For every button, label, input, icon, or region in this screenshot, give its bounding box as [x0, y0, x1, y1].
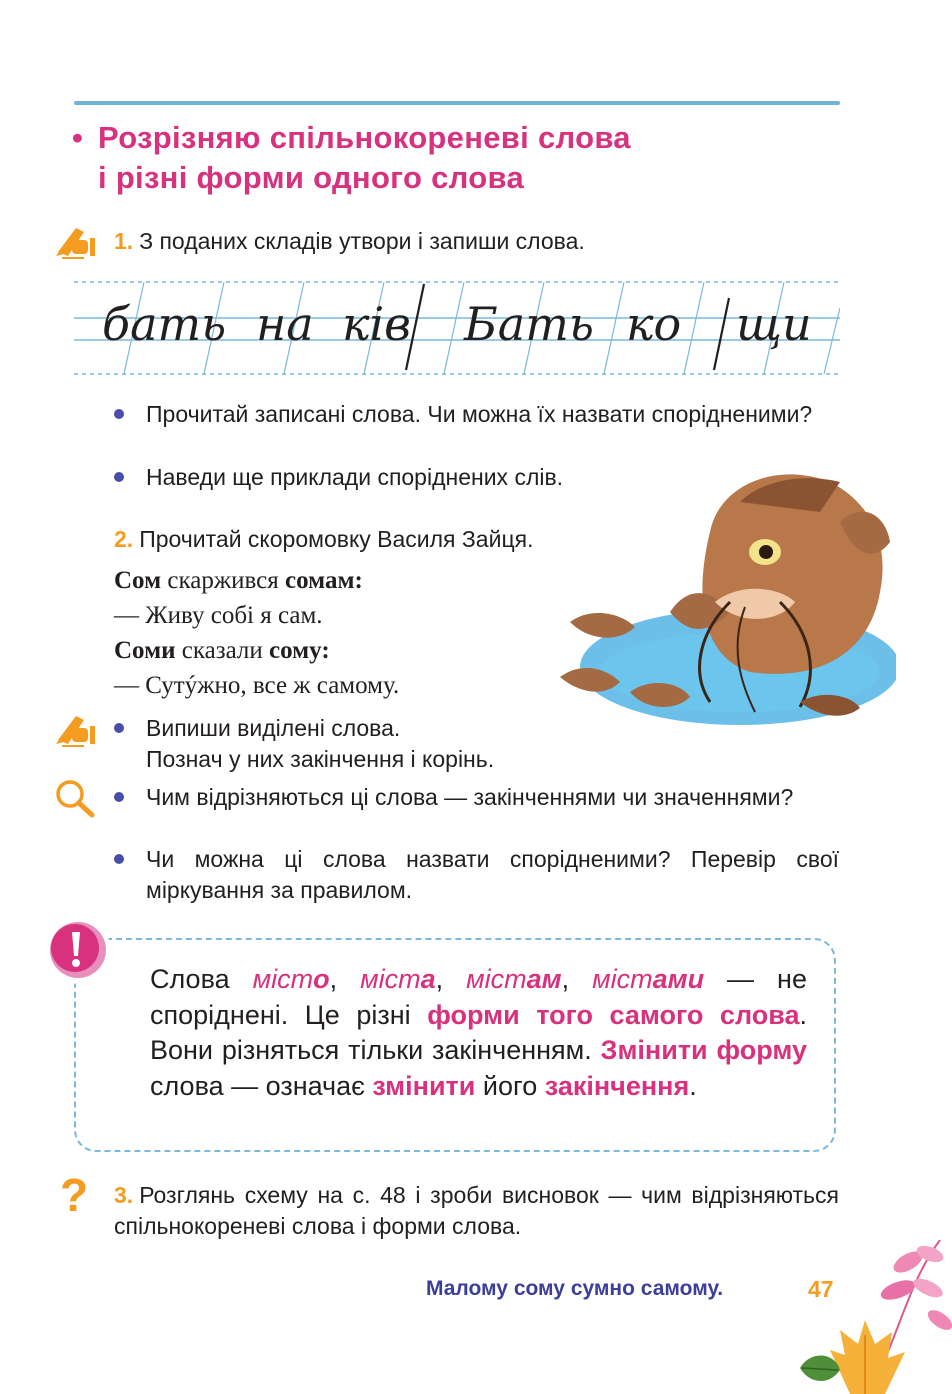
catfish-illustration	[540, 462, 896, 732]
poem-line-4: — Сутýжно, все ж самому.	[114, 672, 400, 699]
bullet-dot	[114, 792, 124, 802]
top-divider	[74, 101, 840, 105]
task-1-text: З поданих складів утвори і запиши слова.	[139, 228, 585, 254]
footer-motto: Малому сому сумно самому.	[426, 1277, 724, 1300]
task-2-bullet-3: Чи можна ці слова назвати спорідненими? Перевір свої міркування за правилом.	[146, 846, 839, 903]
task-3-text: Розглянь схему на с. 48 і зроби висновок — чим відрізняються спільнокореневі слова і форми слова.	[114, 1182, 839, 1239]
bullet-dot	[114, 472, 124, 482]
writing-hand-icon	[54, 222, 98, 260]
syllable-1: бать	[102, 297, 227, 351]
word-mista: міста	[360, 964, 436, 994]
writing-hand-icon	[54, 710, 98, 748]
syllable-2: на	[256, 297, 314, 351]
syllable-3: ків	[342, 297, 411, 351]
task-1-number: 1.	[114, 228, 134, 254]
word-misto: місто	[252, 964, 330, 994]
task-1-bullet-2: Наведи ще приклади споріднених слів.	[146, 464, 564, 490]
section-heading	[72, 118, 852, 198]
tongue-twister	[114, 563, 399, 703]
autumn-leaves-decoration	[790, 1240, 952, 1394]
poem-line-1: Сом скаржився сомам:	[114, 567, 363, 594]
bullet-dot	[114, 723, 124, 733]
page-number: 47	[808, 1276, 834, 1302]
magnifier-icon	[54, 778, 96, 818]
task-2-bullet-2: Чим відрізняються ці слова — закінченнями чи значеннями?	[146, 784, 794, 810]
ruled-writing-lines	[74, 278, 840, 378]
word-mistam: містам	[466, 964, 562, 994]
highlight-forms: форми того самого слова	[427, 999, 800, 1030]
heading-bullet: •	[72, 120, 84, 155]
poem-line-2: — Живу собі я сам.	[114, 602, 323, 629]
task-3	[114, 1180, 839, 1242]
syllable-5: ко	[626, 297, 682, 351]
bullet-dot	[114, 409, 124, 419]
highlight-ending: закінчення	[544, 1070, 690, 1101]
task-2-bullet-1: Випиши виділені слова.	[146, 715, 401, 741]
heading-line-2: і різні форми одного слова	[98, 160, 524, 195]
highlight-change-form: Змінити форму	[600, 1035, 807, 1065]
task-2-number: 2.	[114, 526, 134, 552]
highlight-change: змінити	[372, 1070, 476, 1101]
syllable-6: щи	[736, 297, 812, 351]
syllable-4: Бать	[464, 297, 594, 351]
task-1	[114, 226, 585, 257]
task-2	[114, 524, 533, 555]
task-2-bullet-1-line-2: Познач у них закінчення і корінь.	[146, 746, 495, 772]
task-1-bullet-1: Прочитай записані слова. Чи можна їх назвати спорідненими?	[146, 401, 813, 427]
exclamation-bubble-icon	[42, 918, 116, 988]
heading-line-1: Розрізняю спільнокореневі слова	[98, 120, 631, 155]
rule-text: Слова місто, міста, містам, містами — не споріднені. Це різні форми того самого слова. Вони різняться тільки закінченням. Змінити форму слова — означає змінити його закінчення.	[150, 964, 808, 1101]
question-icon: ?	[60, 1169, 89, 1221]
task-3-number: 3.	[114, 1182, 134, 1208]
bullet-dot	[114, 854, 124, 864]
task-2-text: Прочитай скоромовку Василя Зайця.	[139, 526, 534, 552]
word-mistamy: містами	[592, 964, 705, 994]
poem-line-3: Соми сказали сому:	[114, 637, 330, 664]
